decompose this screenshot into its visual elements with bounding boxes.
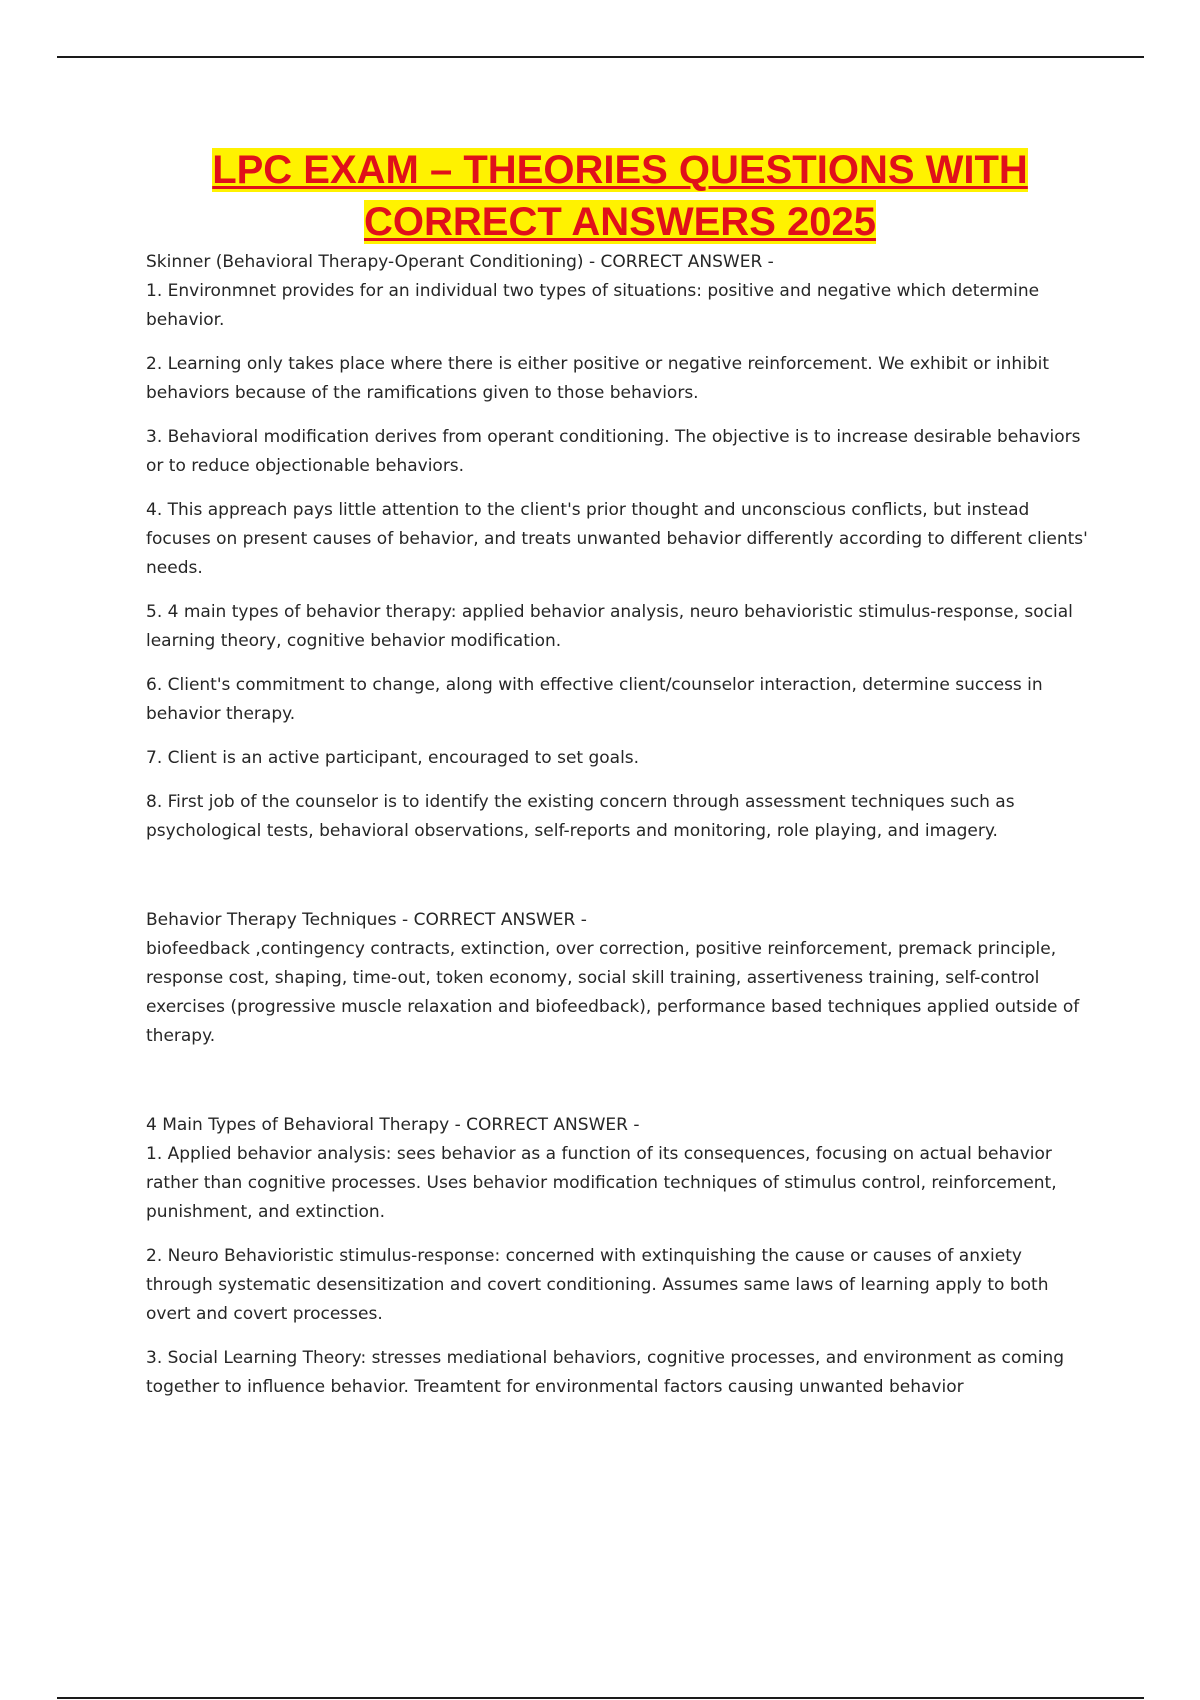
section-main-types bbox=[146, 1111, 1092, 1402]
section-heading: Behavior Therapy Techniques - CORRECT ANSWER - bbox=[146, 910, 587, 930]
list-item: 5. 4 main types of behavior therapy: applied behavior analysis, neuro behavioristic stimulus-response, social learning theory, cognitive behavior modification. bbox=[146, 602, 1073, 651]
list-item: 7. Client is an active participant, encouraged to set goals. bbox=[146, 748, 640, 768]
top-rule bbox=[57, 56, 1144, 58]
title-line-2: CORRECT ANSWERS 2025 bbox=[364, 200, 876, 244]
list-item: 3. Social Learning Theory: stresses mediational behaviors, cognitive processes, and environment as coming together to influence behavior. Treamtent for environmental factors causing unwanted behavior bbox=[146, 1348, 1065, 1397]
bottom-rule bbox=[57, 1697, 1144, 1699]
title-line-1: LPC EXAM – THEORIES QUESTIONS WITH bbox=[212, 148, 1028, 192]
section-heading: Skinner (Behavioral Therapy-Operant Conditioning) - CORRECT ANSWER - bbox=[146, 252, 774, 272]
list-item: 3. Behavioral modification derives from operant conditioning. The objective is to increase desirable behaviors or to reduce objectionable behaviors. bbox=[146, 427, 1081, 476]
section-body: biofeedback ,contingency contracts, extinction, over correction, positive reinforcement, premack principle, response cost, shaping, time-out, token economy, social skill training, assertiveness training, self-control exercises (progressive muscle relaxation and biofeedback), performance based techniques applied outside of therapy. bbox=[146, 939, 1080, 1046]
list-item: 2. Learning only takes place where there is either positive or negative reinforcement. We exhibit or inhibit behaviors because of the ramifications given to those behaviors. bbox=[146, 354, 1050, 403]
list-item: 4. This appreach pays little attention to the client's prior thought and unconscious conflicts, but instead focuses on present causes of behavior, and treats unwanted behavior differently according to different clients' needs. bbox=[146, 500, 1088, 578]
document-body bbox=[146, 248, 1092, 1402]
section-heading: 4 Main Types of Behavioral Therapy - CORRECT ANSWER - bbox=[146, 1115, 640, 1135]
section-techniques bbox=[146, 906, 1092, 1051]
list-item: 6. Client's commitment to change, along with effective client/counselor interaction, determine success in behavior therapy. bbox=[146, 675, 1043, 724]
section-skinner bbox=[146, 248, 1092, 846]
list-item: 1. Applied behavior analysis: sees behavior as a function of its consequences, focusing on actual behavior rather than cognitive processes. Uses behavior modification techniques of stimulus control, reinforcement, punishment, and extinction. bbox=[146, 1144, 1057, 1222]
document-title bbox=[120, 144, 1120, 248]
list-item: 1. Environmnet provides for an individual two types of situations: positive and negative which determine behavior. bbox=[146, 281, 1040, 330]
list-item: 8. First job of the counselor is to identify the existing concern through assessment techniques such as psychological tests, behavioral observations, self-reports and monitoring, role playing, and imagery. bbox=[146, 792, 1015, 841]
list-item: 2. Neuro Behavioristic stimulus-response: concerned with extinquishing the cause or causes of anxiety through systematic desensitization and covert conditioning. Assumes same laws of learning apply to both overt and covert processes. bbox=[146, 1246, 1049, 1324]
